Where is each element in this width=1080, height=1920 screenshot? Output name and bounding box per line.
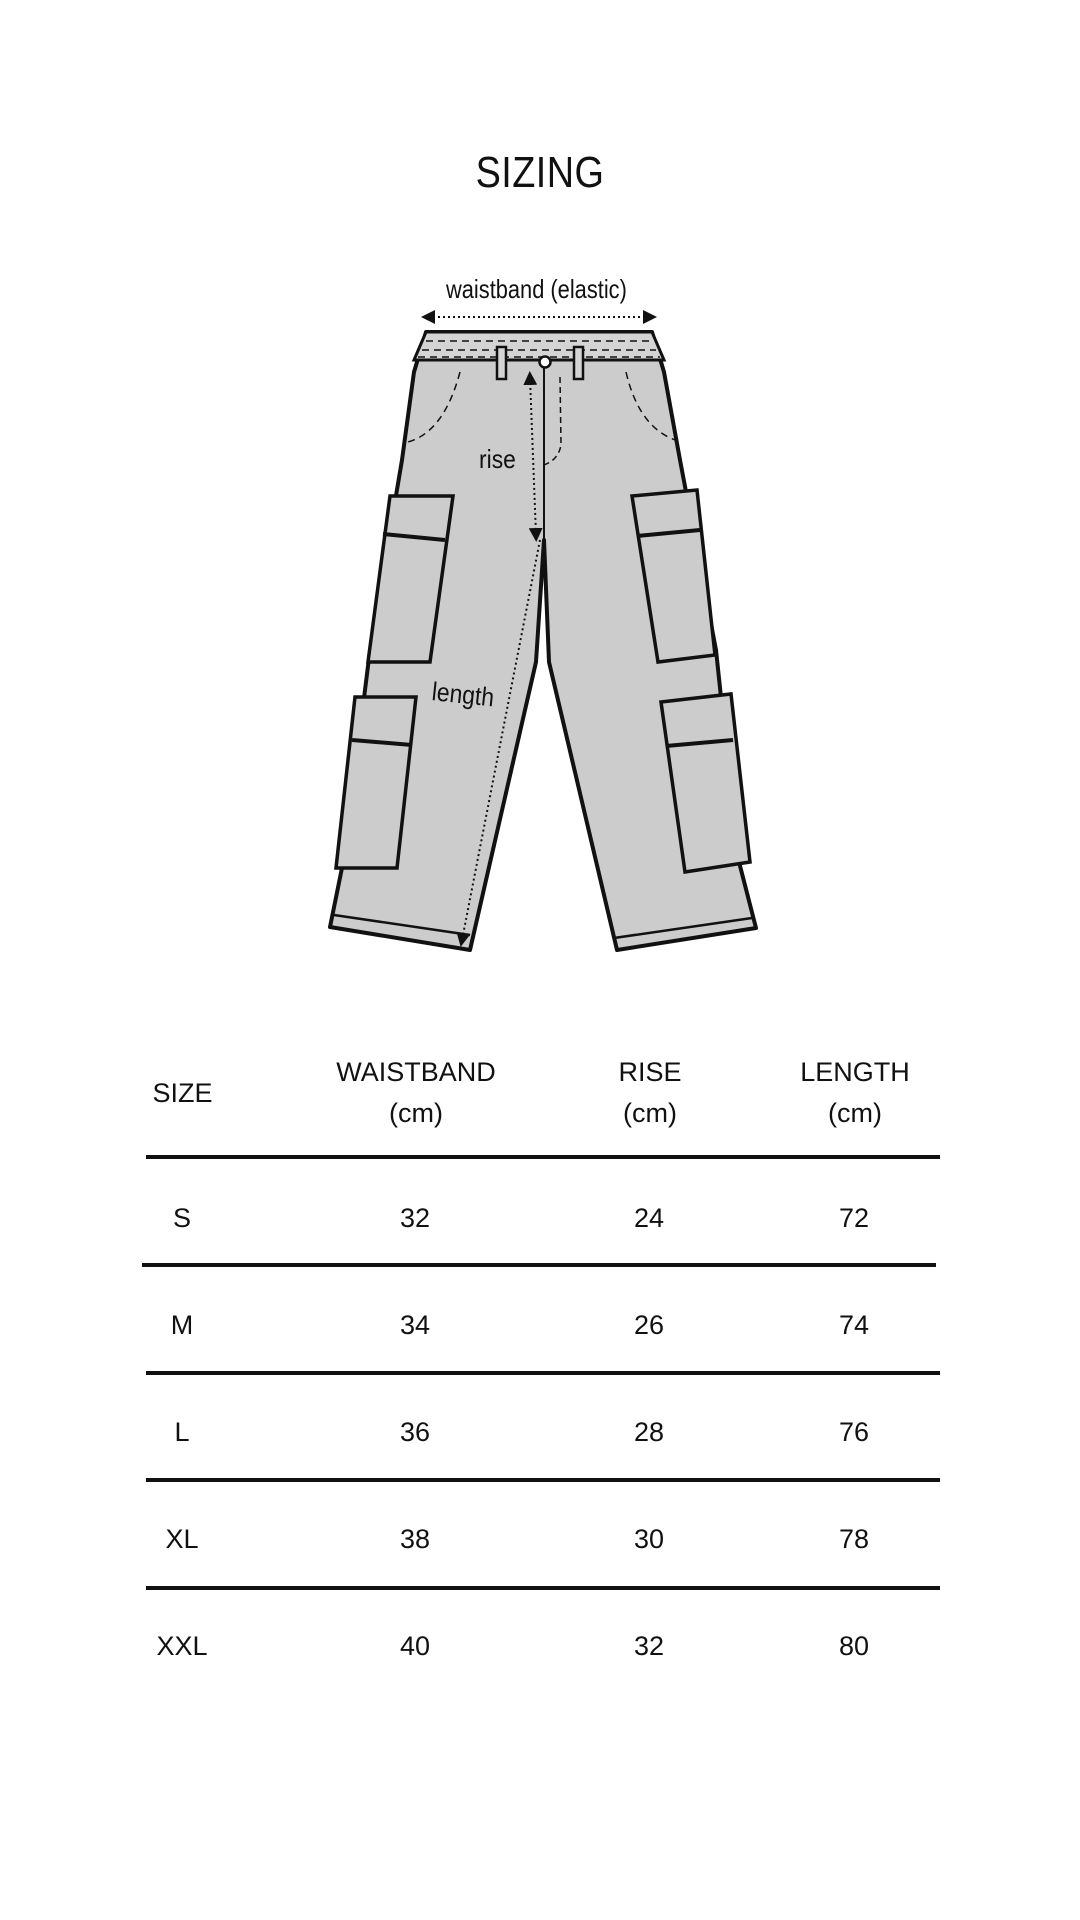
cell-length: 74 xyxy=(838,1310,870,1340)
table-divider xyxy=(146,1371,940,1375)
cell-waistband: 38 xyxy=(399,1524,431,1554)
cell-rise: 30 xyxy=(633,1524,665,1554)
table-divider xyxy=(146,1586,940,1590)
table-divider xyxy=(146,1155,940,1159)
cell-size: L xyxy=(174,1417,190,1447)
cell-rise: 24 xyxy=(633,1203,665,1233)
cell-length: 76 xyxy=(838,1417,870,1447)
header-length: LENGTH (cm) xyxy=(800,1057,910,1128)
cell-waistband: 36 xyxy=(399,1417,431,1447)
length-label: length xyxy=(430,676,496,713)
header-size: SIZE xyxy=(152,1078,213,1108)
cell-length: 72 xyxy=(838,1203,870,1233)
cell-rise: 32 xyxy=(633,1631,665,1661)
cell-rise: 28 xyxy=(633,1417,665,1447)
waistband-label: waistband (elastic) xyxy=(446,274,627,304)
header-rise: RISE (cm) xyxy=(618,1057,682,1128)
table-divider xyxy=(142,1263,936,1267)
button-icon xyxy=(540,357,551,368)
cell-length: 80 xyxy=(838,1631,870,1661)
header-waistband: WAISTBAND (cm) xyxy=(336,1057,496,1128)
cell-waistband: 32 xyxy=(399,1203,431,1233)
waistband xyxy=(414,332,664,360)
cell-length: 78 xyxy=(838,1524,870,1554)
cell-waistband: 34 xyxy=(399,1310,431,1340)
rise-label: rise xyxy=(479,444,516,474)
table-divider xyxy=(146,1478,940,1482)
cell-waistband: 40 xyxy=(399,1631,431,1661)
cell-rise: 26 xyxy=(633,1310,665,1340)
cell-size: XL xyxy=(165,1524,199,1554)
cell-size: S xyxy=(172,1203,191,1233)
cell-size: M xyxy=(170,1310,194,1340)
cell-size: XXL xyxy=(156,1631,208,1661)
page-title: SIZING xyxy=(475,148,605,197)
